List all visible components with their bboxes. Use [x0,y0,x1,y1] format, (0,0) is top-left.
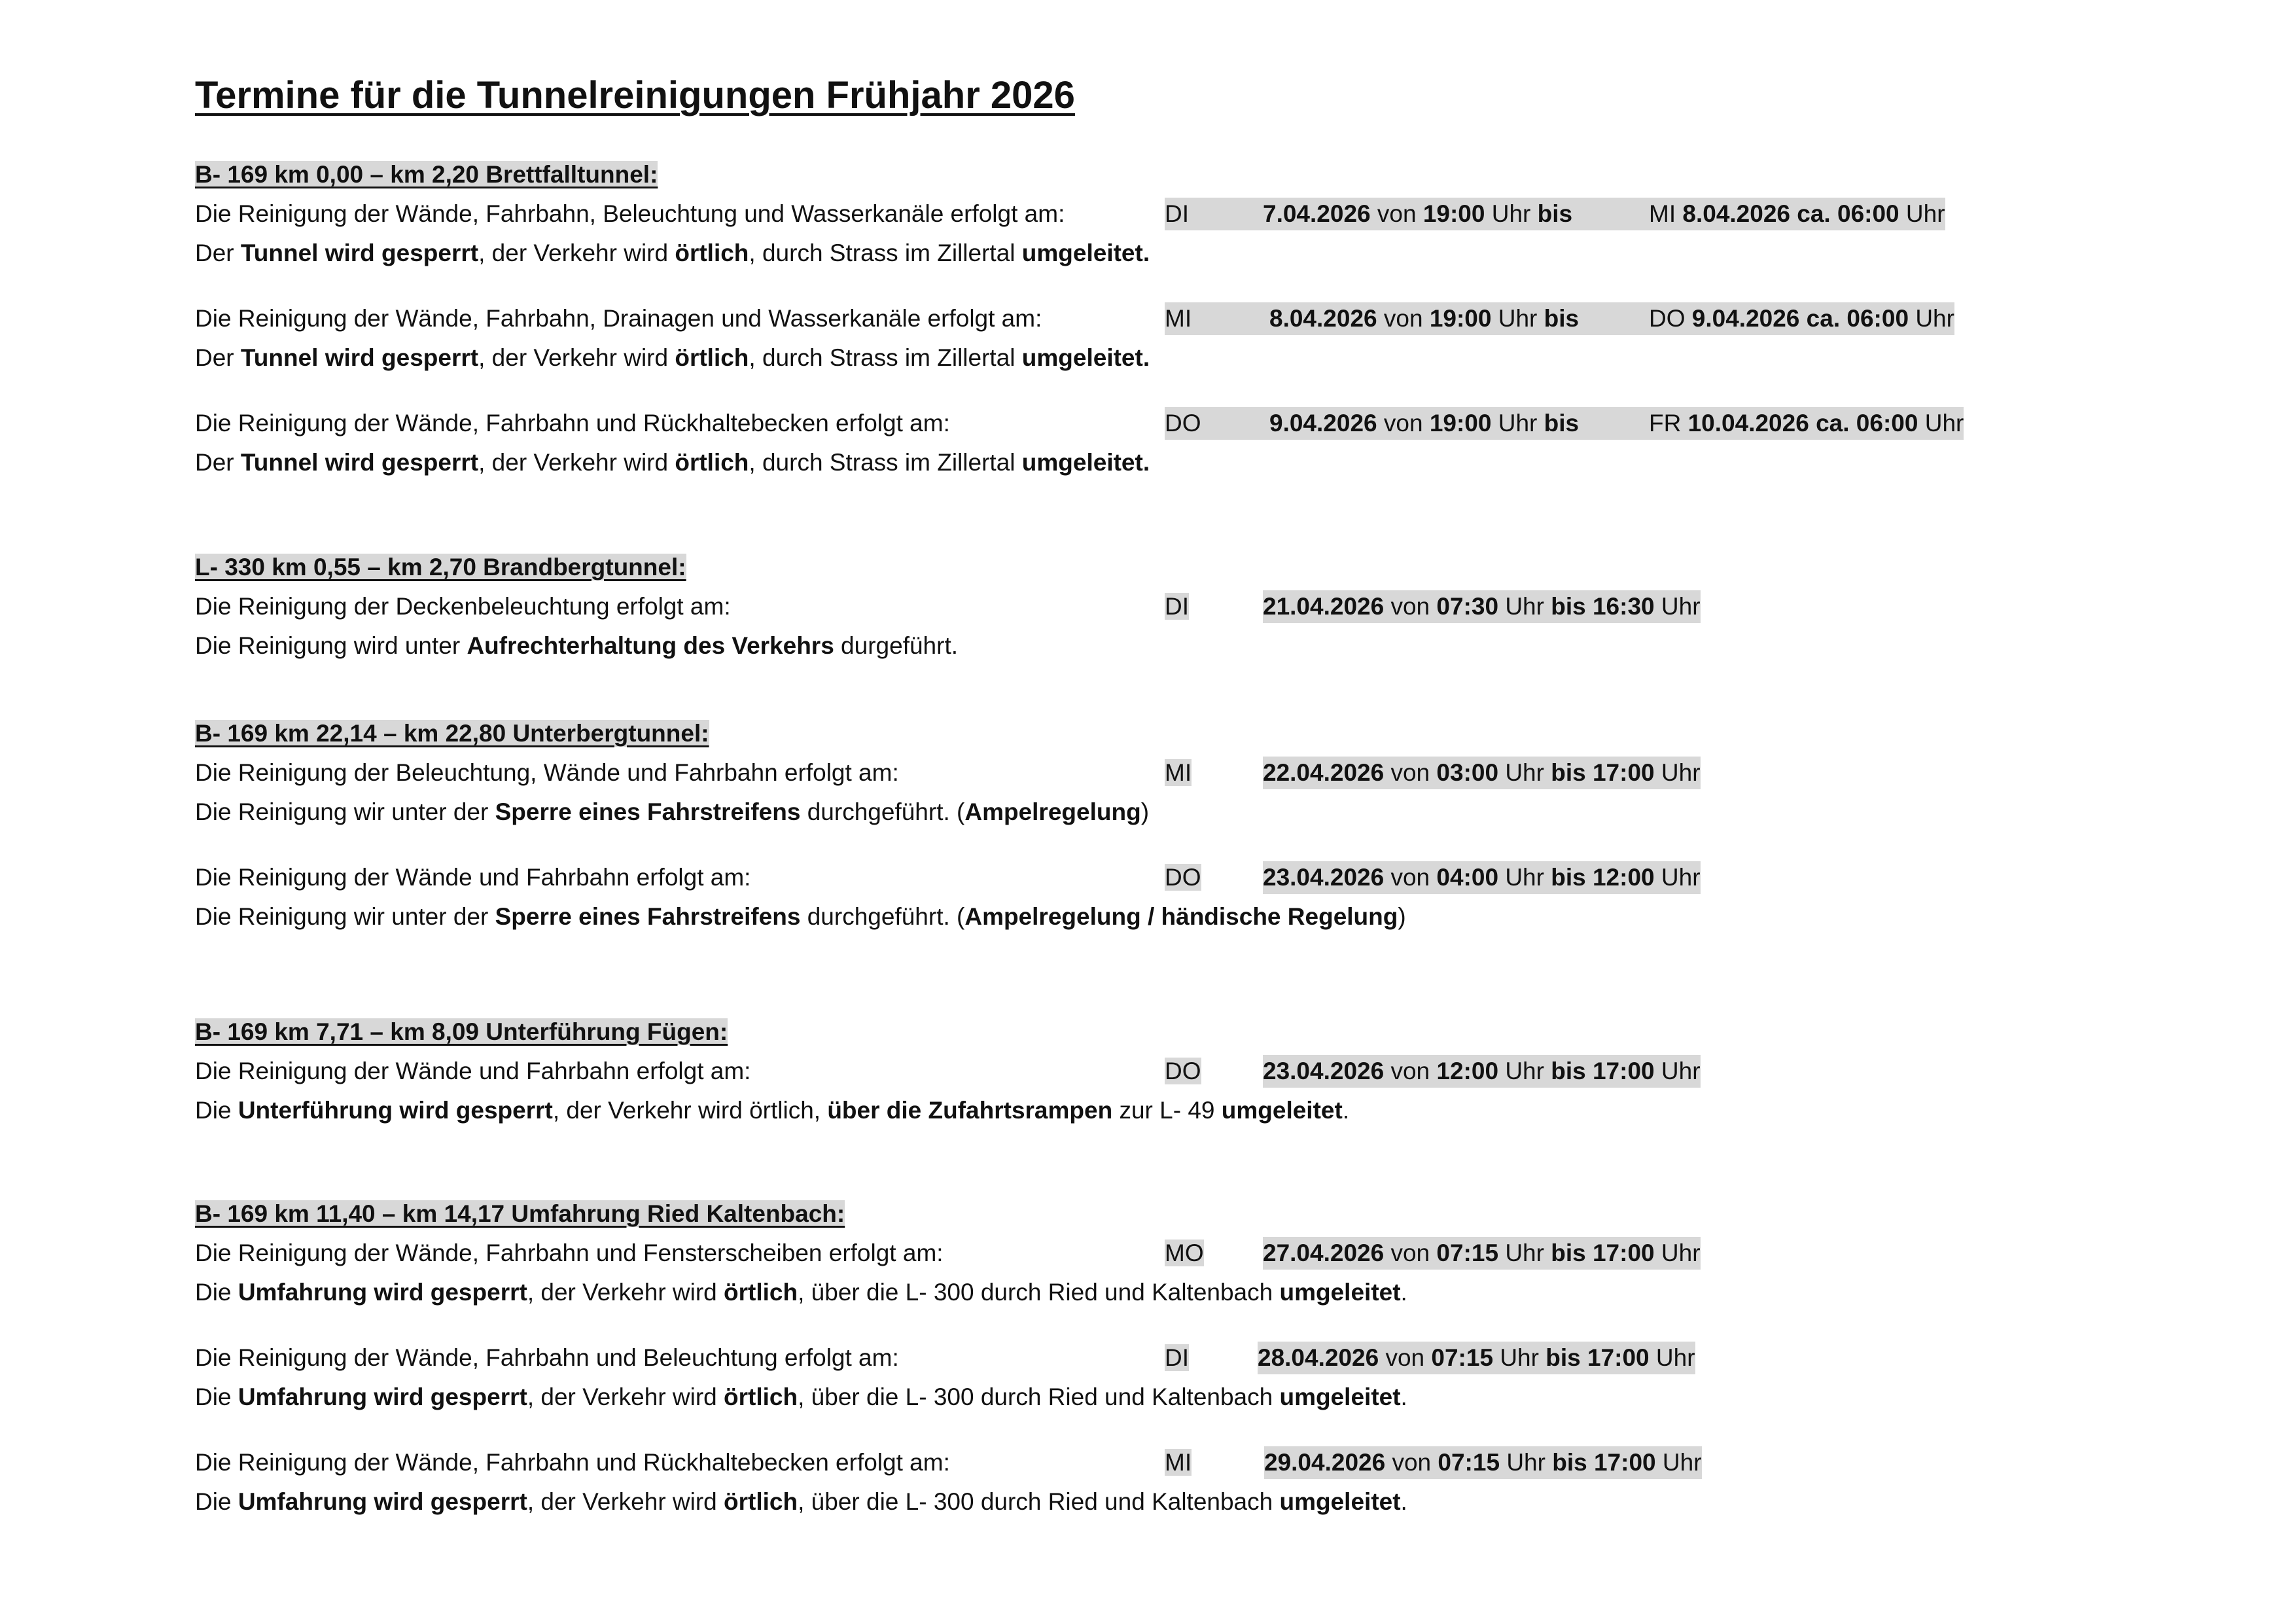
entry-note: Der Tunnel wird gesperrt, der Verkehr wird örtlich, durch Strass im Zillertal umgeleitet. [195,449,1150,476]
entry-note: Die Umfahrung wird gesperrt, der Verkehr wird örtlich, über die L- 300 durch Ried und Kaltenbach umgeleitet. [195,1383,1407,1410]
entry-desc: Die Reinigung der Wände, Fahrbahn und Rückhaltebecken erfolgt am: [195,1449,950,1476]
day-label: MO [1165,1240,1204,1266]
section-heading-unterbergtunnel: B- 169 km 22,14 – km 22,80 Unterbergtunnel: [195,720,709,747]
entry-note: Die Reinigung wird unter Aufrechterhaltung des Verkehrs durgeführt. [195,632,959,659]
schedule-highlight [1165,302,1954,335]
end-range: DO 9.04.2026 ca. 06:00 Uhr [1649,305,1954,332]
day-label: DO [1165,410,1201,437]
end-range: MI 8.04.2026 ca. 06:00 Uhr [1649,200,1945,227]
section-heading-unterfuehrung-fuegen: B- 169 km 7,71 – km 8,09 Unterführung Fügen: [195,1018,728,1045]
schedule-range: 22.04.2026 von 03:00 Uhr bis 17:00 Uhr [1263,757,1701,789]
schedule-range: 27.04.2026 von 07:15 Uhr bis 17:00 Uhr [1263,1237,1701,1270]
schedule-range: 21.04.2026 von 07:30 Uhr bis 16:30 Uhr [1263,590,1701,623]
section-heading-umfahrung-ried-kaltenbach: B- 169 km 11,40 – km 14,17 Umfahrung Ried Kaltenbach: [195,1200,845,1227]
day-label: DI [1165,200,1189,227]
entry-note: Der Tunnel wird gesperrt, der Verkehr wird örtlich, durch Strass im Zillertal umgeleitet. [195,344,1150,371]
schedule-highlight [1165,198,1945,230]
end-range: FR 10.04.2026 ca. 06:00 Uhr [1649,410,1964,437]
entry-desc: Die Reinigung der Wände und Fahrbahn erfolgt am: [195,864,751,891]
entry-desc: Die Reinigung der Wände, Fahrbahn und Rückhaltebecken erfolgt am: [195,410,950,437]
entry-note: Der Tunnel wird gesperrt, der Verkehr wird örtlich, durch Strass im Zillertal umgeleitet. [195,240,1150,266]
day-label: DI [1165,1344,1189,1371]
day-label: DI [1165,593,1189,620]
entry-desc: Die Reinigung der Beleuchtung, Wände und Fahrbahn erfolgt am: [195,759,899,786]
entry-desc: Die Reinigung der Wände, Fahrbahn, Drainagen und Wasserkanäle erfolgt am: [195,305,1042,332]
entry-desc: Die Reinigung der Wände, Fahrbahn, Beleuchtung und Wasserkanäle erfolgt am: [195,200,1065,227]
page-title: Termine für die Tunnelreinigungen Frühjahr 2026 [195,74,1075,116]
entry-desc: Die Reinigung der Wände, Fahrbahn und Fensterscheiben erfolgt am: [195,1240,944,1266]
day-label: MI [1165,1449,1192,1476]
section-heading-brettfalltunnel: B- 169 km 0,00 – km 2,20 Brettfalltunnel: [195,161,658,188]
schedule-range: 28.04.2026 von 07:15 Uhr bis 17:00 Uhr [1258,1342,1695,1374]
section-heading-brandbergtunnel: L- 330 km 0,55 – km 2,70 Brandbergtunnel: [195,554,686,580]
day-label: MI [1165,759,1192,786]
day-label: DO [1165,864,1201,891]
entry-note: Die Unterführung wird gesperrt, der Verkehr wird örtlich, über die Zufahrtsrampen zur L- 49 umgeleitet. [195,1097,1350,1124]
schedule-range: 7.04.2026 von 19:00 Uhr bis [1263,200,1573,227]
schedule-highlight [1165,407,1964,440]
entry-note: Die Reinigung wir unter der Sperre eines Fahrstreifens durchgeführt. (Ampelregelung) [195,798,1150,825]
schedule-range: 23.04.2026 von 04:00 Uhr bis 12:00 Uhr [1263,861,1701,894]
entry-note: Die Umfahrung wird gesperrt, der Verkehr wird örtlich, über die L- 300 durch Ried und Kaltenbach umgeleitet. [195,1279,1407,1306]
schedule-range: 23.04.2026 von 12:00 Uhr bis 17:00 Uhr [1263,1055,1701,1088]
day-label: DO [1165,1058,1201,1084]
entry-desc: Die Reinigung der Wände und Fahrbahn erfolgt am: [195,1058,751,1084]
entry-desc: Die Reinigung der Deckenbeleuchtung erfolgt am: [195,593,731,620]
schedule-range: 29.04.2026 von 07:15 Uhr bis 17:00 Uhr [1264,1446,1702,1479]
entry-note: Die Reinigung wir unter der Sperre eines Fahrstreifens durchgeführt. (Ampelregelung / händische Regelung) [195,903,1406,930]
schedule-range: 9.04.2026 von 19:00 Uhr bis [1269,410,1580,437]
schedule-range: 8.04.2026 von 19:00 Uhr bis [1269,305,1580,332]
entry-note: Die Umfahrung wird gesperrt, der Verkehr wird örtlich, über die L- 300 durch Ried und Kaltenbach umgeleitet. [195,1488,1407,1515]
day-label: MI [1165,305,1192,332]
entry-desc: Die Reinigung der Wände, Fahrbahn und Beleuchtung erfolgt am: [195,1344,899,1371]
